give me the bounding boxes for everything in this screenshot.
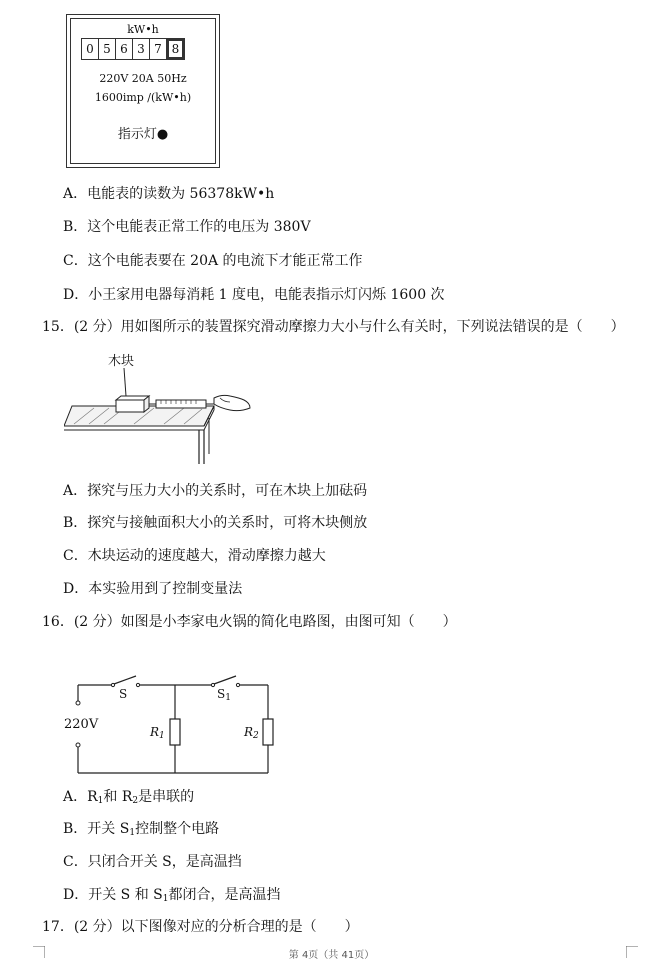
q16-option-b: B．开关 $S_1$控制整个电路 — [63, 821, 220, 838]
meter-digit: 3 — [133, 39, 150, 59]
meter-digit: 0 — [82, 39, 99, 59]
electric-meter-panel — [70, 18, 216, 164]
q14-option-b: B．这个电能表正常工作的电压为 380V — [63, 219, 311, 235]
friction-apparatus-drawing — [64, 346, 254, 466]
meter-indicator-label: 指示灯● — [117, 127, 169, 142]
switch-s1-label: $S_1$ — [217, 687, 231, 703]
page-footer: 第 4页（共 41页） — [288, 950, 375, 961]
q14-option-c: C．这个电能表要在 20A 的电流下才能正常工作 — [63, 253, 363, 269]
q14-option-d: D．小王家用电器每消耗 1 度电，电能表指示灯闪烁 1600 次 — [63, 287, 445, 303]
q15-stem: 15．(2 分）用如图所示的装置探究滑动摩擦力大小与什么有关时，下列说法错误的是（ ） — [42, 319, 625, 335]
q15-option-b: B．探究与接触面积大小的关系时，可将木块侧放 — [63, 515, 368, 531]
meter-digit-decimal: 8 — [167, 39, 184, 59]
q14-option-a: A．电能表的读数为 56378kW•h — [63, 186, 275, 202]
voltage-label: 220V — [64, 717, 99, 732]
q16-option-c: C．只闭合开关 S，是高温挡 — [63, 854, 242, 870]
q15-option-c: C．木块运动的速度越大，滑动摩擦力越大 — [63, 548, 326, 564]
q17-stem: 17．(2 分）以下图像对应的分析合理的是（ ） — [42, 919, 359, 935]
q15-option-a: A．探究与压力大小的关系时，可在木块上加砝码 — [63, 483, 368, 499]
meter-digits — [81, 38, 185, 60]
switch-s-label: S — [119, 687, 128, 701]
q16-stem: 16．(2 分）如图是小李家电火锅的简化电路图，由图可知（ ） — [42, 614, 457, 630]
wood-block-label: 木块 — [108, 354, 135, 369]
circuit-diagram — [60, 665, 290, 780]
meter-digit: 7 — [150, 39, 167, 59]
meter-digit: 5 — [99, 39, 116, 59]
friction-experiment-figure — [64, 346, 254, 466]
resistor-r1-label: $R_1$ — [150, 725, 165, 741]
meter-unit-label: kW•h — [127, 23, 159, 36]
q16-option-a: A．$R_1$和 $R_2$是串联的 — [63, 789, 195, 806]
meter-spec-rating: 220V 20A 50Hz — [99, 72, 187, 85]
meter-digit: 6 — [116, 39, 133, 59]
resistor-r2-label: $R_2$ — [244, 725, 259, 741]
meter-spec-constant: 1600imp /(kW•h) — [94, 91, 192, 104]
q15-option-d: D．本实验用到了控制变量法 — [63, 581, 243, 597]
q16-option-d: D．开关 S 和 $S_1$都闭合，是高温挡 — [63, 887, 281, 904]
electric-meter-figure — [66, 14, 220, 168]
